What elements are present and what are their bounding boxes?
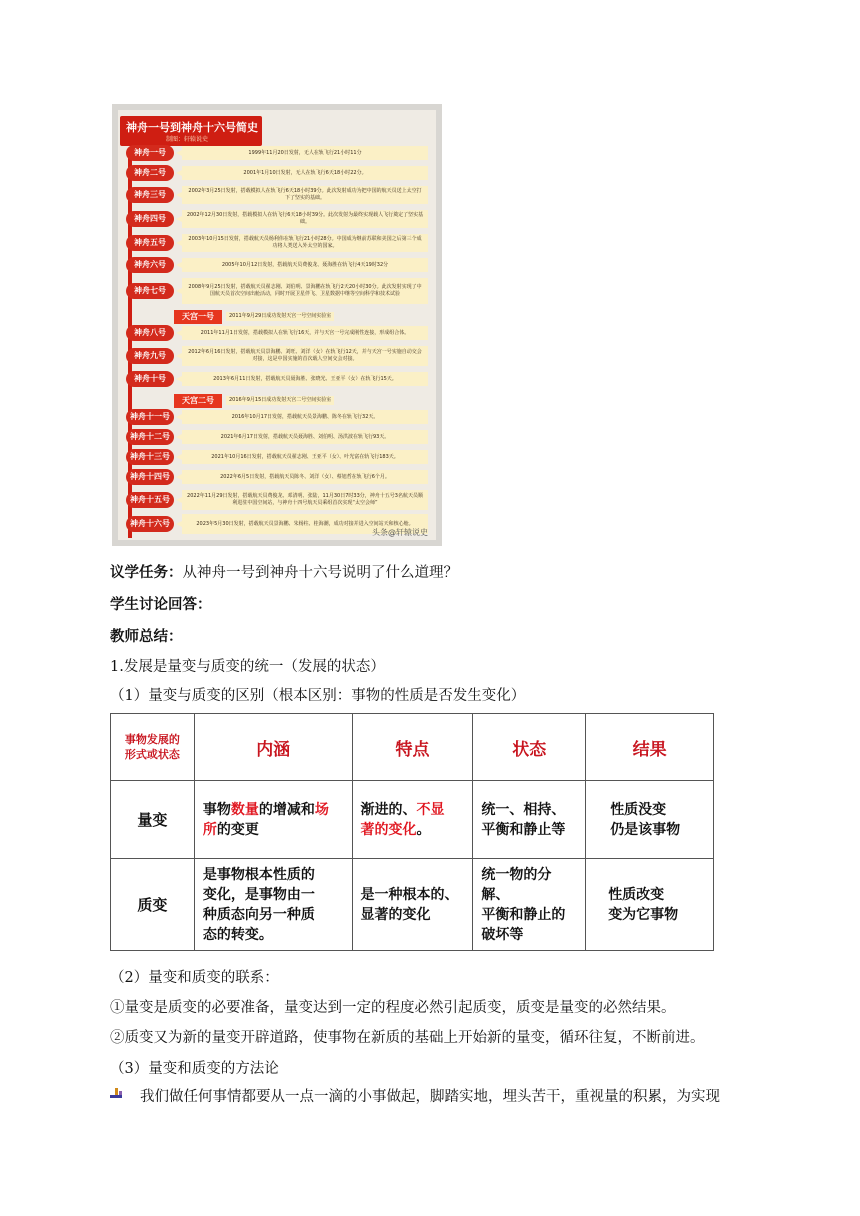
mission-description: 2002年12月30日发射，搭载模拟人在轨飞行6天18小时39分。此次发射为最终实现载人飞行奠定了坚实基础。: [182, 210, 428, 228]
link-1: ①量变是质变的必要准备，量变达到一定的程度必然引起质变，质变是量变的必然结果。: [110, 1000, 676, 1016]
mission-badge: 神舟十二号: [126, 429, 174, 445]
mission-description: 2001年1月10日发射，无人在轨飞行6天18小时22分。: [182, 166, 428, 180]
mission-badge: 神舟十三号: [126, 449, 174, 465]
mission-badge: 神舟二号: [126, 165, 174, 181]
mission-badge: 神舟十五号: [126, 492, 174, 508]
tiangong-row: [118, 394, 436, 408]
quant-zhuangtai: 统一、相持、 平衡和静止等: [473, 781, 586, 859]
timeline-row: [118, 450, 436, 464]
mission-description: 2016年10月17日发射，搭载航天员景海鹏、陈冬在轨飞行32天。: [182, 410, 428, 424]
timeline-row: [118, 166, 436, 180]
timeline-row: [118, 210, 436, 228]
mission-description: 2005年10月12日发射，搭载航天员费俊龙、聂海胜在轨飞行4天19时32分: [182, 258, 428, 272]
sub-heading-1: （1）量变与质变的区别（根本区别：事物的性质是否发生变化）: [110, 688, 526, 704]
quant-tedian: 渐进的、不显 著的变化。: [352, 781, 473, 859]
quant-jieguo: 性质没变 仍是该事物: [586, 781, 714, 859]
method-text: 我们做任何事情都要从一点一滴的小事做起，脚踏实地，埋头苦干，重视量的积累，为实现: [140, 1089, 720, 1105]
mission-description: 2008年9月25日发射，搭载航天员翟志刚、刘伯明、景海鹏在轨飞行2天20小时30分。此次发射实现了中国航天员首次空间出舱活动，同时开展卫星伴飞、卫星数据中继等空间科学和技术试验: [182, 278, 428, 304]
table-row-quant: [111, 781, 714, 859]
timeline-row: [118, 372, 436, 386]
sub-heading-3: （3）量变和质变的方法论: [110, 1061, 279, 1077]
mission-description: 2023年5月30日发射，搭载航天员景海鹏、朱杨柱、桂海潮，成功对接并进入空间站天和核心舱。: [182, 514, 428, 534]
mission-description: 1999年11月20日发射，无人在轨飞行21小时11分: [182, 146, 428, 160]
header-jieguo: 结果: [586, 714, 714, 781]
mission-description: 2022年11月29日发射，搭载航天员费俊龙、邓清明、张陆，11月30日7时33分，神舟十五号3名航天员顺利进驻中国空间站，与神舟十四号航天员乘组首次实现“太空会师”: [182, 490, 428, 510]
link-2: ②质变又为新的量变开辟道路，使事物在新质的基础上开始新的量变，循环往复，不断前进。: [110, 1030, 705, 1046]
mission-badge: 神舟十四号: [126, 469, 174, 485]
mission-badge: 神舟十号: [126, 371, 174, 387]
sub-heading-2: （2）量变和质变的联系：: [110, 970, 279, 986]
qual-jieguo: 性质改变 变为它事物: [586, 859, 714, 951]
quantitative-qualitative-table: [110, 713, 714, 951]
header-zhuangtai: 状态: [473, 714, 586, 781]
mission-badge: 神舟九号: [126, 348, 174, 364]
timeline-row: [118, 258, 436, 272]
qual-zhuangtai: 统一物的分解、 平衡和静止的 破坏等: [473, 859, 586, 951]
shenzhou-history-poster: [112, 104, 442, 546]
timeline-row: [118, 490, 436, 510]
point-1: 1.发展是量变与质变的统一（发展的状态）: [110, 659, 385, 675]
mission-badge: 神舟五号: [126, 235, 174, 251]
mission-badge: 神舟七号: [126, 283, 174, 299]
mission-badge: 神舟四号: [126, 211, 174, 227]
mission-description: 2012年6月16日发射，搭载航天员景海鹏、刘旺、刘洋（女）在轨飞行12天，并与天宫一号实施自动交会对接，这是中国实施的首次载人空间交会对接。: [182, 346, 428, 366]
mission-badge: 神舟十六号: [126, 516, 174, 532]
qual-tedian: 是一种根本的、 显著的变化: [352, 859, 473, 951]
mission-badge: 神舟一号: [126, 145, 174, 161]
poster-title: 神舟一号到神舟十六号简史: [126, 121, 258, 134]
mission-badge: 神舟三号: [126, 187, 174, 203]
mission-description: 2002年3月25日发射，搭载模拟人在轨飞行6天18小时39分。此次发射成功为把中国的航天员送上太空打下了坚实的基础。: [182, 186, 428, 204]
header-neihan: 内涵: [194, 714, 352, 781]
timeline-row: [118, 186, 436, 204]
row-label-quant: 量变: [111, 781, 195, 859]
qual-neihan: 是事物根本性质的 变化，是事物由一 种质态向另一种质 态的转变。: [194, 859, 352, 951]
mission-description: 2021年6月17日发射，搭载航天员聂海胜、刘伯明、汤洪波在轨飞行93天。: [182, 430, 428, 444]
poster-watermark: 头条@轩辕说史: [372, 528, 428, 537]
mission-description: 2011年11月1日发射，搭载模拟人在轨飞行16天，并与天宫一号完成刚性连接，形成组合体。: [182, 326, 428, 340]
timeline-row: [118, 234, 436, 252]
poster-background: [118, 110, 436, 540]
timeline-row: [118, 346, 436, 366]
timeline-row: [118, 146, 436, 160]
table-row-qual: [111, 859, 714, 951]
mission-badge: 神舟八号: [126, 325, 174, 341]
bullet-icon: [110, 1088, 124, 1100]
task-text: 从神舟一号到神舟十六号说明了什么道理？: [182, 565, 458, 581]
quant-neihan: 事物数量的增减和场 所的变更: [194, 781, 352, 859]
mission-description: 2013年6月11日发射，搭载航天员聂海胜、张晓光、王亚平（女）在轨飞行15天。: [182, 372, 428, 386]
table-header-row: [111, 714, 714, 781]
task-line: [110, 561, 458, 582]
row-label-qual: 质变: [111, 859, 195, 951]
tiangong-row: [118, 310, 436, 324]
header-tedian: 特点: [352, 714, 473, 781]
mission-badge: 神舟六号: [126, 257, 174, 273]
poster-title-banner: [120, 116, 262, 146]
tiangong-description: 2011年9月29日成功发射天宫一号空间实验室: [226, 312, 334, 321]
mission-description: 2021年10月16日发射，搭载航天员翟志刚、王亚平（女）、叶光富在轨飞行183天。: [182, 450, 428, 464]
mission-description: 2022年6月5日发射，搭载航天员陈冬、刘洋（女）、蔡旭哲在轨飞行6个月。: [182, 470, 428, 484]
tiangong-description: 2016年9月15日成功发射天宫二号空间实验室: [226, 396, 334, 405]
discuss-label: 学生讨论回答：: [110, 596, 212, 613]
corner-line-2: 形式或状态: [124, 748, 180, 761]
mission-description: 2003年10月15日发射，搭载航天员杨利伟在轨飞行21小时28分。中国成为继前苏联和美国之后第三个成功将人类送入外太空的国家。: [182, 234, 428, 252]
poster-subtitle: 制图：轩辕说史: [166, 136, 209, 143]
summary-label: 教师总结：: [110, 628, 183, 645]
timeline-row: [118, 470, 436, 484]
timeline-row: [118, 410, 436, 424]
timeline-row: [118, 430, 436, 444]
task-label: 议学任务：: [110, 564, 183, 581]
mission-badge: 神舟十一号: [126, 409, 174, 425]
tiangong-badge: 天宫二号: [174, 394, 222, 408]
tiangong-badge: 天宫一号: [174, 310, 222, 324]
table-corner-header: [111, 714, 195, 781]
corner-line-1: 事物发展的: [124, 733, 180, 746]
timeline-row: [118, 278, 436, 304]
timeline-row: [118, 326, 436, 340]
